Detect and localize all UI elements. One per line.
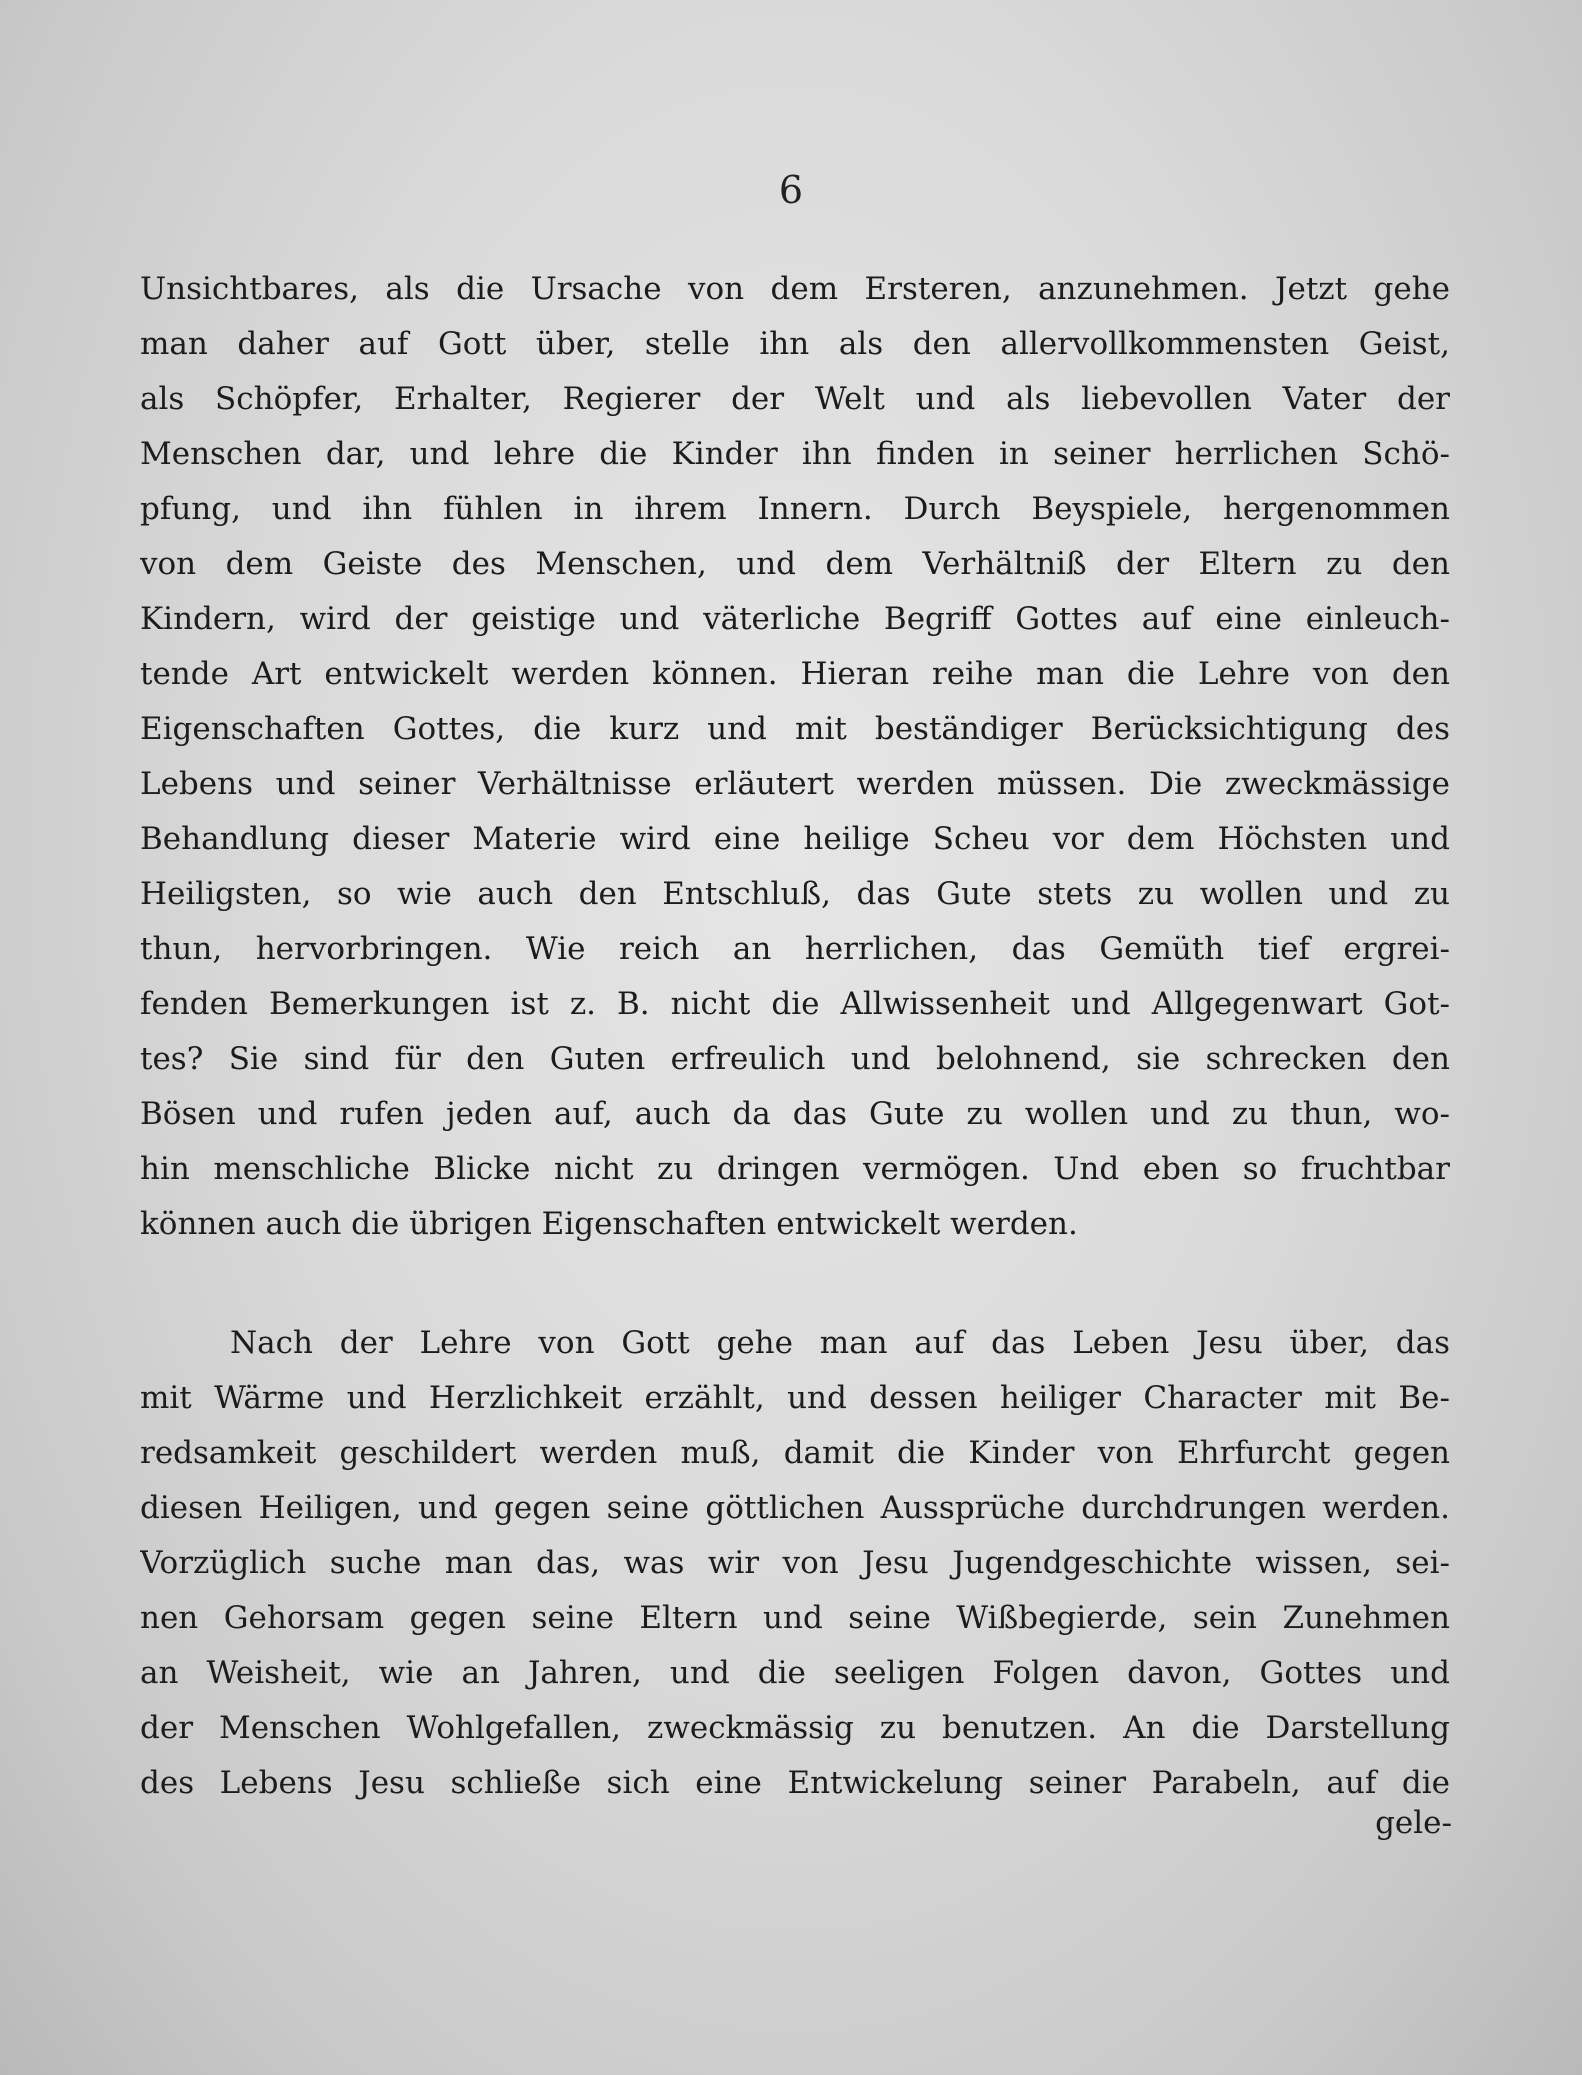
- text-line: können auch die übrigen Eigenschaften entwickelt werden.: [140, 1206, 1078, 1242]
- text-line: Eigenschaften Gottes, die kurz und mit beständiger Berücksichtigung des: [140, 711, 1450, 747]
- paragraph-2: [140, 1316, 1450, 1811]
- text-line: von dem Geiste des Menschen, und dem Verhältniß der Eltern zu den: [140, 546, 1450, 582]
- text-line: Lebens und seiner Verhältnisse erläutert werden müssen. Die zweckmässige: [140, 766, 1450, 802]
- text-line: pfung, und ihn fühlen in ihrem Innern. Durch Beyspiele, hergenommen: [140, 491, 1450, 527]
- text-line: Vorzüglich suche man das, was wir von Jesu Jugendgeschichte wissen, sei-: [140, 1545, 1450, 1581]
- text-line: an Weisheit, wie an Jahren, und die seeligen Folgen davon, Gottes und: [140, 1655, 1450, 1691]
- text-line: thun, hervorbringen. Wie reich an herrlichen, das Gemüth tief ergrei-: [140, 931, 1450, 967]
- catchword: gele-: [1375, 1805, 1452, 1841]
- text-line: Heiligsten, so wie auch den Entschluß, das Gute stets zu wollen und zu: [140, 876, 1450, 912]
- text-line: redsamkeit geschildert werden muß, damit die Kinder von Ehrfurcht gegen: [140, 1435, 1450, 1471]
- text-line: nen Gehorsam gegen seine Eltern und seine Wißbegierde, sein Zunehmen: [140, 1600, 1450, 1636]
- text-line: Nach der Lehre von Gott gehe man auf das Leben Jesu über, das: [230, 1325, 1450, 1361]
- text-line: mit Wärme und Herzlichkeit erzählt, und dessen heiliger Character mit Be-: [140, 1380, 1450, 1416]
- text-line: Unsichtbares, als die Ursache von dem Ersteren, anzunehmen. Jetzt gehe: [140, 271, 1450, 307]
- text-line: hin menschliche Blicke nicht zu dringen vermögen. Und eben so fruchtbar: [140, 1151, 1450, 1187]
- text-line: Kindern, wird der geistige und väterliche Begriff Gottes auf eine einleuch-: [140, 601, 1450, 637]
- text-line: man daher auf Gott über, stelle ihn als den allervollkommensten Geist,: [140, 326, 1450, 362]
- page-number: 6: [778, 168, 804, 212]
- paragraph-1: [140, 262, 1450, 1252]
- text-line: als Schöpfer, Erhalter, Regierer der Welt und als liebevollen Vater der: [140, 381, 1450, 417]
- text-line: fenden Bemerkungen ist z. B. nicht die Allwissenheit und Allgegenwart Got-: [140, 986, 1450, 1022]
- text-line: tende Art entwickelt werden können. Hieran reihe man die Lehre von den: [140, 656, 1450, 692]
- text-line: tes? Sie sind für den Guten erfreulich und belohnend, sie schrecken den: [140, 1041, 1450, 1077]
- text-line: der Menschen Wohlgefallen, zweckmässig zu benutzen. An die Darstellung: [140, 1710, 1450, 1746]
- text-line: Menschen dar, und lehre die Kinder ihn finden in seiner herrlichen Schö-: [140, 436, 1450, 472]
- text-line: Behandlung dieser Materie wird eine heilige Scheu vor dem Höchsten und: [140, 821, 1450, 857]
- text-line: Bösen und rufen jeden auf, auch da das Gute zu wollen und zu thun, wo-: [140, 1096, 1450, 1132]
- text-line: diesen Heiligen, und gegen seine göttlichen Aussprüche durchdrungen werden.: [140, 1490, 1450, 1526]
- text-line: des Lebens Jesu schließe sich eine Entwickelung seiner Parabeln, auf die: [140, 1765, 1450, 1801]
